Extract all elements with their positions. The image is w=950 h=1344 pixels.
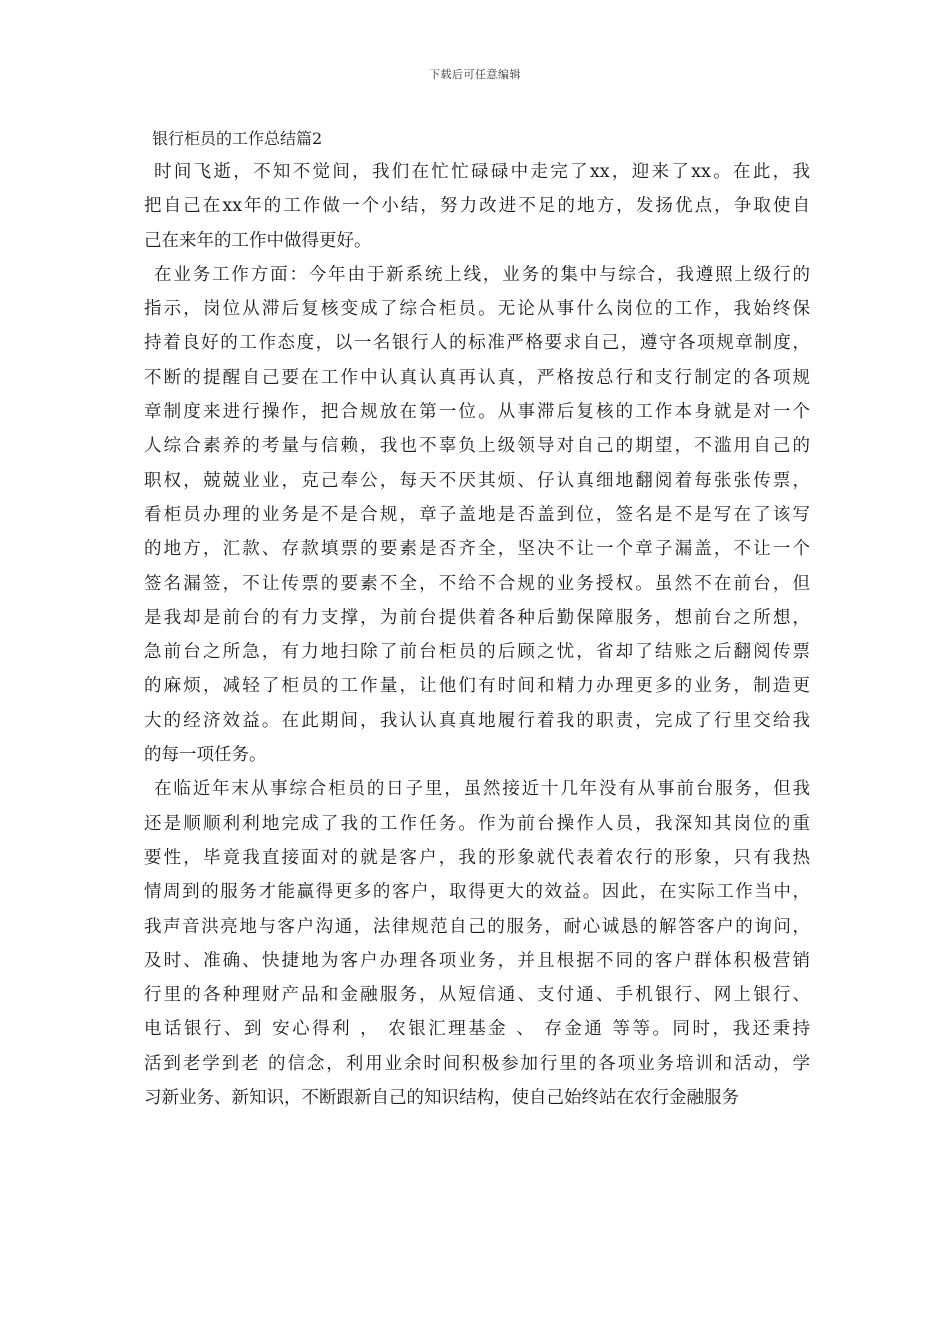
paragraph-line: 在临近年末从事综合柜员的日子里，虽然接近十几年没有从事前台服务，但我 [154, 779, 810, 800]
paragraph-line: 时间飞逝，不知不觉间，我们在忙忙碌碌中走完了xx，迎来了xx。在此，我 [154, 162, 810, 182]
document-title: 银行柜员的工作总结篇2 [152, 129, 323, 148]
paragraph-line: 的麻烦，减轻了柜员的工作量，让他们有时间和精力办理更多的业务，制造更 [144, 676, 810, 697]
paragraph-line: 指示，岗位从滞后复核变成了综合柜员。无论从事什么岗位的工作，我始终保 [144, 299, 810, 320]
paragraph-line: 还是顺顺利利地完成了我的工作任务。作为前台操作人员，我深知其岗位的重 [144, 813, 810, 834]
header-note: 下载后可任意编辑 [429, 68, 521, 81]
paragraph-line: 在业务工作方面：今年由于新系统上线，业务的集中与综合，我遵照上级行的 [154, 264, 810, 285]
paragraph-line: 是我却是前台的有力支撑，为前台提供着各种后勤保障服务，想前台之所想， [144, 607, 810, 628]
paragraph-line: 职权，兢兢业业，克己奉公，每天不厌其烦、仔认真细地翻阅着每张张传票， [144, 470, 810, 491]
paragraph-line: 电话银行、到 安心得利 ， 农银汇理基金 、 存金通 等等。同时，我还秉持 [144, 1019, 810, 1040]
paragraph-line: 章制度来进行操作，把合规放在第一位。从事滞后复核的工作本身就是对一个 [144, 402, 810, 423]
paragraph-line: 要性，毕竟我直接面对的就是客户，我的形象就代表着农行的形象，只有我热 [144, 847, 810, 868]
document-body [144, 155, 810, 1115]
paragraph-line: 习新业务、新知识，不断跟新自己的知识结构，使自己始终站在农行金融服务 [144, 1088, 739, 1109]
paragraph-line: 人综合素养的考量与信赖，我也不辜负上级领导对自己的期望，不滥用自己的 [144, 436, 810, 457]
paragraph-line: 我声音洪亮地与客户沟通，法律规范自己的服务，耐心诚恳的解答客户的询问， [144, 916, 810, 937]
paragraph-line: 情周到的服务才能赢得更多的客户，取得更大的效益。因此，在实际工作当中， [144, 882, 810, 903]
paragraph-line: 看柜员办理的业务是不是合规，章子盖地是否盖到位，签名是不是写在了该写 [144, 504, 810, 525]
paragraph-line: 的每一项任务。 [144, 745, 267, 766]
paragraph-line: 持着良好的工作态度，以一名银行人的标准严格要求自己，遵守各项规章制度， [144, 333, 810, 354]
paragraph-line: 不断的提醒自己要在工作中认真认真再认真，严格按总行和支行制定的各项规 [144, 367, 810, 388]
paragraph-line: 大的经济效益。在此期间，我认认真真地履行着我的职责，完成了行里交给我 [144, 710, 810, 731]
paragraph-line: 把自己在xx年的工作做一个小结，努力改进不足的地方，发扬优点，争取使自 [144, 196, 810, 217]
paragraph-line: 签名漏签，不让传票的要素不全，不给不合规的业务授权。虽然不在前台，但 [144, 573, 810, 594]
paragraph-line: 及时、准确、快捷地为客户办理各项业务，并且根据不同的客户群体积极营销 [144, 950, 810, 971]
paragraph-line: 的地方，汇款、存款填票的要素是否齐全，坚决不让一个章子漏盖，不让一个 [144, 539, 810, 560]
paragraph-line: 己在来年的工作中做得更好。 [144, 230, 372, 251]
paragraph-line: 活到老学到老 的信念，利用业余时间积极参加行里的各项业务培训和活动，学 [144, 1053, 810, 1074]
paragraph-line: 急前台之所急，有力地扫除了前台柜员的后顾之忧，省却了结账之后翻阅传票 [144, 642, 810, 663]
paragraph-line: 行里的各种理财产品和金融服务，从短信通、支付通、手机银行、网上银行、 [144, 985, 810, 1006]
